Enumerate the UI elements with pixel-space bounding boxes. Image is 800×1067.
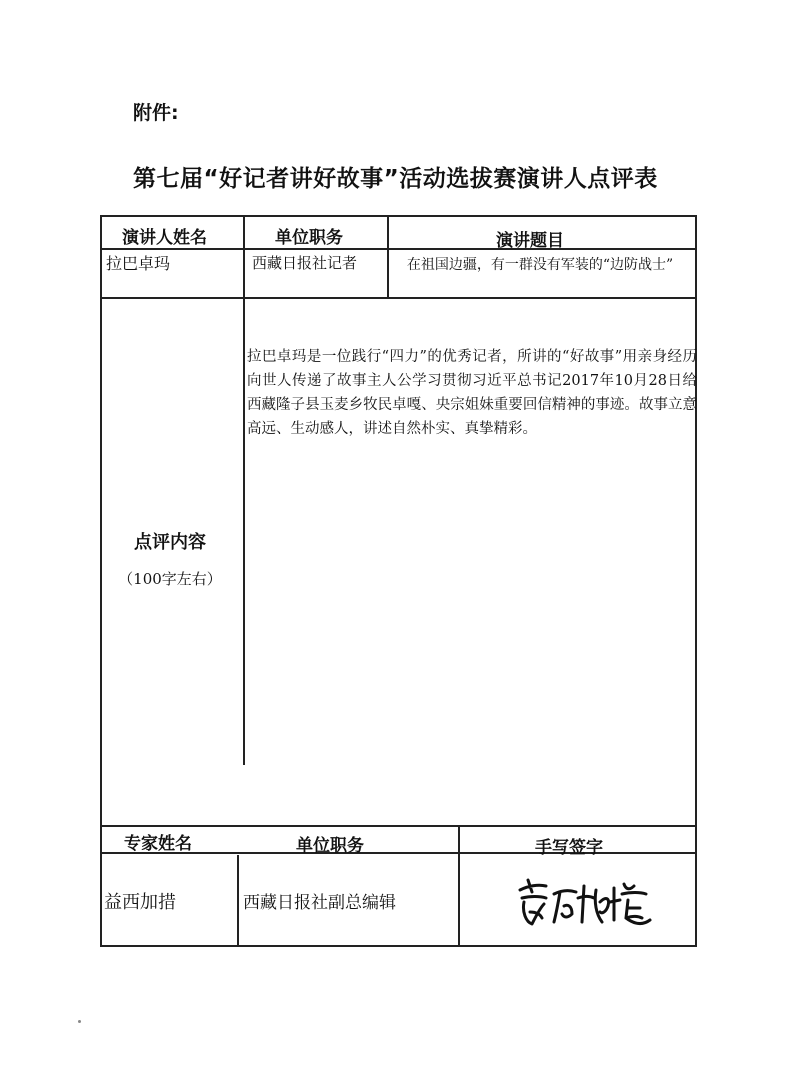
table-border-left bbox=[100, 215, 102, 825]
signature-strokes bbox=[510, 872, 660, 932]
handwritten-signature bbox=[510, 872, 660, 932]
header-speaker-name: 演讲人姓名 bbox=[122, 228, 207, 248]
expert-table-right bbox=[695, 825, 697, 946]
header-topic: 演讲题目 bbox=[496, 231, 564, 251]
expert-table-top bbox=[100, 825, 697, 827]
comment-text: 拉巴卓玛是一位践行“四力”的优秀记者，所讲的“好故事”用亲身经历向世人传递了故事主人公学习贯彻习近平总书记2017年10月28日给西藏隆子县玉麦乡牧民卓嘎、央宗姐妹重要回信精神的事迹。故事立意高远、生动感人，讲述自然朴实、真挚精彩。 bbox=[247, 349, 697, 437]
header-signature: 手写签字 bbox=[535, 838, 603, 858]
table-header-divider bbox=[100, 248, 697, 250]
comment-label-block bbox=[100, 528, 240, 589]
header-expert-unit-position: 单位职务 bbox=[296, 836, 364, 856]
expert-unit-position: 西藏日报社副总编辑 bbox=[243, 893, 396, 913]
speaker-name: 拉巴卓玛 bbox=[106, 254, 171, 273]
expert-table-col-divider-2 bbox=[458, 825, 460, 946]
comment-hint: （100字左右） bbox=[118, 570, 222, 588]
expert-table-left bbox=[100, 825, 102, 946]
header-unit-position: 单位职务 bbox=[275, 228, 343, 248]
expert-table-bottom bbox=[100, 945, 697, 947]
page-title: 第七届“好记者讲好故事”活动选拔赛演讲人点评表 bbox=[133, 166, 658, 192]
speaker-unit-position: 西藏日报社记者 bbox=[252, 254, 358, 272]
comment-label: 点评内容 bbox=[134, 532, 206, 553]
table-border-top bbox=[100, 215, 697, 217]
header-expert-name: 专家姓名 bbox=[124, 834, 192, 854]
table-col-divider-1 bbox=[243, 215, 245, 765]
table-col-divider-2 bbox=[387, 215, 389, 298]
attachment-label: 附件: bbox=[133, 102, 179, 124]
speech-topic: 在祖国边疆，有一群没有军装的“边防战士” bbox=[406, 257, 674, 273]
table-border-right bbox=[695, 215, 697, 825]
table-row-divider bbox=[100, 297, 697, 299]
expert-name: 益西加措 bbox=[104, 892, 176, 913]
expert-table-col-divider-1 bbox=[237, 855, 239, 946]
scan-speck bbox=[78, 1020, 81, 1023]
